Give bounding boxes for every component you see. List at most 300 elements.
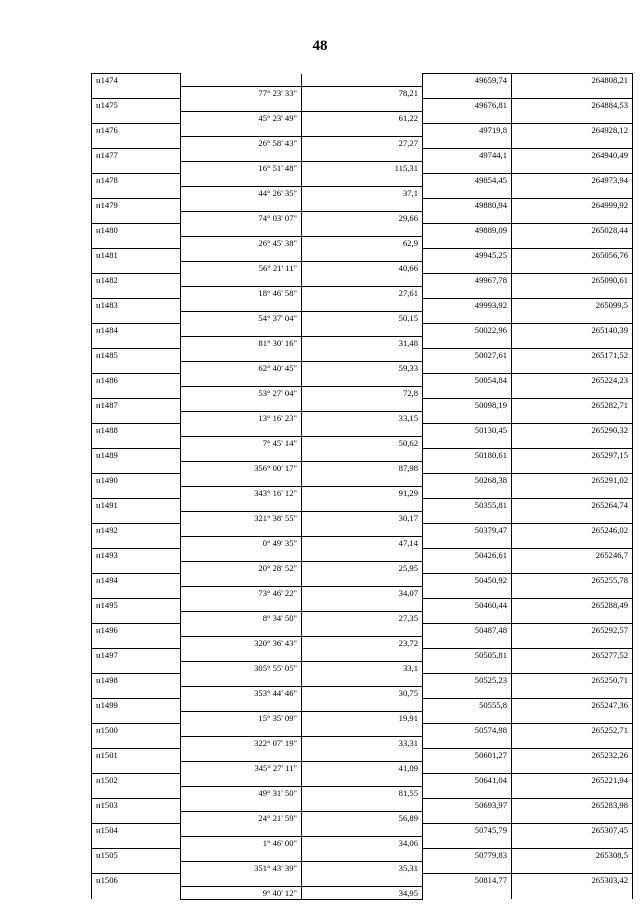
- point-name-cell: н1491: [92, 499, 181, 512]
- distance-cell: 87,98: [302, 461, 423, 474]
- point-row: [92, 849, 633, 862]
- point-row: [92, 749, 633, 762]
- x-coordinate-cell: 50450,92: [423, 574, 512, 587]
- coordinates-table-body: [92, 74, 633, 900]
- distance-cell: [302, 374, 423, 387]
- direction-angle-cell: 15° 35' 09": [181, 711, 302, 724]
- y-coordinate-cell: 265308,5: [512, 849, 633, 862]
- x-coordinate-cell: [423, 236, 512, 249]
- distance-cell: 35,31: [302, 861, 423, 874]
- segment-row: [92, 336, 633, 349]
- y-coordinate-cell: [512, 486, 633, 499]
- x-coordinate-cell: [423, 711, 512, 724]
- point-name-cell: [92, 261, 181, 274]
- direction-angle-cell: 7° 45' 14": [181, 436, 302, 449]
- point-name-cell: [92, 161, 181, 174]
- direction-angle-cell: 305° 55' 05": [181, 661, 302, 674]
- distance-cell: [302, 249, 423, 262]
- y-coordinate-cell: 264973,94: [512, 174, 633, 187]
- distance-cell: [302, 574, 423, 587]
- direction-angle-cell: 53° 27' 04": [181, 386, 302, 399]
- y-coordinate-cell: 265264,74: [512, 499, 633, 512]
- point-name-cell: н1490: [92, 474, 181, 487]
- x-coordinate-cell: 50027,61: [423, 349, 512, 362]
- segment-row: [92, 211, 633, 224]
- point-row: [92, 74, 633, 87]
- y-coordinate-cell: 265221,94: [512, 774, 633, 787]
- distance-cell: [302, 699, 423, 712]
- x-coordinate-cell: 50460,44: [423, 599, 512, 612]
- y-coordinate-cell: 265291,02: [512, 474, 633, 487]
- x-coordinate-cell: [423, 436, 512, 449]
- x-coordinate-cell: 50180,61: [423, 449, 512, 462]
- x-coordinate-cell: 50355,81: [423, 499, 512, 512]
- distance-cell: [302, 349, 423, 362]
- x-coordinate-cell: 50379,47: [423, 524, 512, 537]
- x-coordinate-cell: 50693,97: [423, 799, 512, 812]
- direction-angle-cell: [181, 299, 302, 312]
- point-name-cell: [92, 861, 181, 874]
- point-name-cell: н1483: [92, 299, 181, 312]
- direction-angle-cell: [181, 599, 302, 612]
- direction-angle-cell: 321° 38' 55": [181, 511, 302, 524]
- distance-cell: [302, 199, 423, 212]
- y-coordinate-cell: 265290,32: [512, 424, 633, 437]
- direction-angle-cell: 24° 21' 59": [181, 811, 302, 824]
- distance-cell: [302, 549, 423, 562]
- point-name-cell: н1496: [92, 624, 181, 637]
- point-row: [92, 199, 633, 212]
- point-row: [92, 724, 633, 737]
- distance-cell: 61,22: [302, 111, 423, 124]
- point-name-cell: н1488: [92, 424, 181, 437]
- point-name-cell: н1501: [92, 749, 181, 762]
- direction-angle-cell: [181, 349, 302, 362]
- y-coordinate-cell: [512, 386, 633, 399]
- direction-angle-cell: [181, 324, 302, 337]
- direction-angle-cell: 18° 46' 58": [181, 286, 302, 299]
- point-name-cell: [92, 811, 181, 824]
- direction-angle-cell: [181, 674, 302, 687]
- x-coordinate-cell: [423, 211, 512, 224]
- distance-cell: [302, 874, 423, 887]
- x-coordinate-cell: [423, 361, 512, 374]
- point-row: [92, 874, 633, 887]
- y-coordinate-cell: [512, 236, 633, 249]
- point-name-cell: н1503: [92, 799, 181, 812]
- point-name-cell: н1504: [92, 824, 181, 837]
- direction-angle-cell: 26° 58' 43": [181, 136, 302, 149]
- point-row: [92, 774, 633, 787]
- x-coordinate-cell: [423, 336, 512, 349]
- x-coordinate-cell: 50525,23: [423, 674, 512, 687]
- point-name-cell: н1498: [92, 674, 181, 687]
- page-number: 48: [312, 38, 328, 54]
- point-name-cell: [92, 211, 181, 224]
- point-row: [92, 274, 633, 287]
- direction-angle-cell: 16° 51' 48": [181, 161, 302, 174]
- direction-angle-cell: 356° 00' 17": [181, 461, 302, 474]
- point-name-cell: н1475: [92, 99, 181, 112]
- segment-row: [92, 886, 633, 899]
- y-coordinate-cell: [512, 136, 633, 149]
- y-coordinate-cell: [512, 561, 633, 574]
- x-coordinate-cell: [423, 461, 512, 474]
- point-name-cell: [92, 461, 181, 474]
- distance-cell: [302, 424, 423, 437]
- x-coordinate-cell: [423, 186, 512, 199]
- segment-row: [92, 811, 633, 824]
- direction-angle-cell: [181, 274, 302, 287]
- y-coordinate-cell: 265288,49: [512, 599, 633, 612]
- x-coordinate-cell: 50426,61: [423, 549, 512, 562]
- segment-row: [92, 136, 633, 149]
- distance-cell: [302, 849, 423, 862]
- point-row: [92, 674, 633, 687]
- x-coordinate-cell: [423, 386, 512, 399]
- point-name-cell: [92, 436, 181, 449]
- point-name-cell: [92, 186, 181, 199]
- direction-angle-cell: [181, 749, 302, 762]
- direction-angle-cell: [181, 824, 302, 837]
- direction-angle-cell: 54° 37' 04": [181, 311, 302, 324]
- distance-cell: [302, 474, 423, 487]
- direction-angle-cell: [181, 874, 302, 887]
- point-name-cell: [92, 686, 181, 699]
- point-name-cell: н1505: [92, 849, 181, 862]
- x-coordinate-cell: 50054,84: [423, 374, 512, 387]
- y-coordinate-cell: 265297,15: [512, 449, 633, 462]
- x-coordinate-cell: [423, 561, 512, 574]
- x-coordinate-cell: [423, 286, 512, 299]
- y-coordinate-cell: [512, 761, 633, 774]
- y-coordinate-cell: 265224,23: [512, 374, 633, 387]
- y-coordinate-cell: 265246,02: [512, 524, 633, 537]
- distance-cell: [302, 624, 423, 637]
- distance-cell: 33,15: [302, 411, 423, 424]
- y-coordinate-cell: [512, 311, 633, 324]
- point-name-cell: н1479: [92, 199, 181, 212]
- point-name-cell: н1482: [92, 274, 181, 287]
- point-name-cell: [92, 511, 181, 524]
- distance-cell: [302, 799, 423, 812]
- point-name-cell: н1506: [92, 874, 181, 887]
- y-coordinate-cell: 264928,12: [512, 124, 633, 137]
- direction-angle-cell: [181, 624, 302, 637]
- y-coordinate-cell: 265171,52: [512, 349, 633, 362]
- segment-row: [92, 861, 633, 874]
- direction-angle-cell: [181, 399, 302, 412]
- distance-cell: [302, 524, 423, 537]
- segment-row: [92, 836, 633, 849]
- point-name-cell: [92, 586, 181, 599]
- direction-angle-cell: 44° 26' 35": [181, 186, 302, 199]
- y-coordinate-cell: [512, 686, 633, 699]
- x-coordinate-cell: [423, 611, 512, 624]
- point-name-cell: [92, 486, 181, 499]
- point-row: [92, 499, 633, 512]
- direction-angle-cell: 8° 34' 50": [181, 611, 302, 624]
- direction-angle-cell: [181, 74, 302, 87]
- direction-angle-cell: [181, 799, 302, 812]
- point-name-cell: [92, 136, 181, 149]
- x-coordinate-cell: 50601,27: [423, 749, 512, 762]
- distance-cell: [302, 774, 423, 787]
- distance-cell: [302, 724, 423, 737]
- y-coordinate-cell: 265250,71: [512, 674, 633, 687]
- x-coordinate-cell: [423, 636, 512, 649]
- point-row: [92, 424, 633, 437]
- segment-row: [92, 186, 633, 199]
- point-row: [92, 524, 633, 537]
- x-coordinate-cell: [423, 886, 512, 899]
- x-coordinate-cell: 49967,78: [423, 274, 512, 287]
- x-coordinate-cell: 49880,94: [423, 199, 512, 212]
- y-coordinate-cell: [512, 611, 633, 624]
- x-coordinate-cell: [423, 586, 512, 599]
- x-coordinate-cell: [423, 161, 512, 174]
- y-coordinate-cell: 265283,98: [512, 799, 633, 812]
- distance-cell: 81,55: [302, 786, 423, 799]
- direction-angle-cell: 49° 31' 50": [181, 786, 302, 799]
- direction-angle-cell: [181, 549, 302, 562]
- point-row: [92, 574, 633, 587]
- point-name-cell: н1486: [92, 374, 181, 387]
- y-coordinate-cell: 265090,61: [512, 274, 633, 287]
- x-coordinate-cell: 50505,81: [423, 649, 512, 662]
- y-coordinate-cell: [512, 161, 633, 174]
- point-row: [92, 649, 633, 662]
- y-coordinate-cell: 265277,52: [512, 649, 633, 662]
- direction-angle-cell: [181, 724, 302, 737]
- y-coordinate-cell: 265056,76: [512, 249, 633, 262]
- direction-angle-cell: [181, 699, 302, 712]
- distance-cell: 30,75: [302, 686, 423, 699]
- point-name-cell: н1492: [92, 524, 181, 537]
- point-name-cell: н1489: [92, 449, 181, 462]
- x-coordinate-cell: 50487,48: [423, 624, 512, 637]
- y-coordinate-cell: [512, 736, 633, 749]
- x-coordinate-cell: 49993,92: [423, 299, 512, 312]
- x-coordinate-cell: 49676,81: [423, 99, 512, 112]
- segment-row: [92, 586, 633, 599]
- coordinates-table: [91, 73, 633, 900]
- point-row: [92, 174, 633, 187]
- distance-cell: 72,8: [302, 386, 423, 399]
- point-name-cell: [92, 311, 181, 324]
- direction-angle-cell: [181, 474, 302, 487]
- direction-angle-cell: [181, 449, 302, 462]
- y-coordinate-cell: [512, 211, 633, 224]
- direction-angle-cell: 77° 23' 33": [181, 86, 302, 99]
- point-name-cell: [92, 661, 181, 674]
- point-row: [92, 99, 633, 112]
- point-name-cell: н1476: [92, 124, 181, 137]
- distance-cell: 30,17: [302, 511, 423, 524]
- point-row: [92, 449, 633, 462]
- distance-cell: [302, 499, 423, 512]
- distance-cell: [302, 99, 423, 112]
- point-name-cell: [92, 361, 181, 374]
- y-coordinate-cell: [512, 436, 633, 449]
- x-coordinate-cell: [423, 661, 512, 674]
- segment-row: [92, 661, 633, 674]
- point-name-cell: н1480: [92, 224, 181, 237]
- x-coordinate-cell: 50098,19: [423, 399, 512, 412]
- point-name-cell: н1499: [92, 699, 181, 712]
- point-name-cell: н1484: [92, 324, 181, 337]
- y-coordinate-cell: 264808,21: [512, 74, 633, 87]
- distance-cell: [302, 324, 423, 337]
- direction-angle-cell: [181, 124, 302, 137]
- direction-angle-cell: [181, 149, 302, 162]
- y-coordinate-cell: 264884,53: [512, 99, 633, 112]
- point-row: [92, 599, 633, 612]
- direction-angle-cell: 320° 36' 43": [181, 636, 302, 649]
- point-name-cell: [92, 761, 181, 774]
- y-coordinate-cell: [512, 86, 633, 99]
- distance-cell: [302, 399, 423, 412]
- segment-row: [92, 461, 633, 474]
- point-name-cell: [92, 711, 181, 724]
- segment-row: [92, 686, 633, 699]
- distance-cell: 33,1: [302, 661, 423, 674]
- segment-row: [92, 386, 633, 399]
- distance-cell: 34,06: [302, 836, 423, 849]
- y-coordinate-cell: 265099,5: [512, 299, 633, 312]
- direction-angle-cell: 0° 49' 35": [181, 536, 302, 549]
- direction-angle-cell: 26° 45' 38": [181, 236, 302, 249]
- segment-row: [92, 561, 633, 574]
- x-coordinate-cell: [423, 786, 512, 799]
- direction-angle-cell: [181, 524, 302, 537]
- segment-row: [92, 261, 633, 274]
- point-name-cell: [92, 336, 181, 349]
- x-coordinate-cell: 50641,04: [423, 774, 512, 787]
- y-coordinate-cell: [512, 511, 633, 524]
- point-row: [92, 799, 633, 812]
- y-coordinate-cell: [512, 661, 633, 674]
- point-row: [92, 474, 633, 487]
- distance-cell: [302, 299, 423, 312]
- segment-row: [92, 611, 633, 624]
- distance-cell: [302, 449, 423, 462]
- direction-angle-cell: 1° 46' 00": [181, 836, 302, 849]
- x-coordinate-cell: [423, 86, 512, 99]
- direction-angle-cell: [181, 849, 302, 862]
- x-coordinate-cell: 49854,45: [423, 174, 512, 187]
- point-name-cell: н1487: [92, 399, 181, 412]
- distance-cell: 33,31: [302, 736, 423, 749]
- x-coordinate-cell: [423, 111, 512, 124]
- x-coordinate-cell: [423, 836, 512, 849]
- y-coordinate-cell: [512, 261, 633, 274]
- x-coordinate-cell: 49719,8: [423, 124, 512, 137]
- y-coordinate-cell: 265255,78: [512, 574, 633, 587]
- point-row: [92, 349, 633, 362]
- distance-cell: [302, 674, 423, 687]
- x-coordinate-cell: 49659,74: [423, 74, 512, 87]
- point-name-cell: [92, 736, 181, 749]
- y-coordinate-cell: 265307,45: [512, 824, 633, 837]
- distance-cell: 50,15: [302, 311, 423, 324]
- direction-angle-cell: 353° 44' 46": [181, 686, 302, 699]
- y-coordinate-cell: [512, 411, 633, 424]
- segment-row: [92, 411, 633, 424]
- y-coordinate-cell: 265140,39: [512, 324, 633, 337]
- point-name-cell: н1485: [92, 349, 181, 362]
- point-row: [92, 374, 633, 387]
- point-name-cell: [92, 86, 181, 99]
- point-name-cell: [92, 111, 181, 124]
- direction-angle-cell: 9° 40' 12": [181, 886, 302, 899]
- distance-cell: [302, 74, 423, 87]
- distance-cell: 34,07: [302, 586, 423, 599]
- distance-cell: 31,48: [302, 336, 423, 349]
- segment-row: [92, 236, 633, 249]
- direction-angle-cell: [181, 224, 302, 237]
- direction-angle-cell: 81° 30' 16": [181, 336, 302, 349]
- x-coordinate-cell: [423, 311, 512, 324]
- point-row: [92, 549, 633, 562]
- point-name-cell: [92, 386, 181, 399]
- segment-row: [92, 536, 633, 549]
- distance-cell: 40,66: [302, 261, 423, 274]
- direction-angle-cell: 62° 40' 45": [181, 361, 302, 374]
- y-coordinate-cell: [512, 336, 633, 349]
- distance-cell: [302, 824, 423, 837]
- segment-row: [92, 786, 633, 799]
- direction-angle-cell: 322° 07' 19": [181, 736, 302, 749]
- direction-angle-cell: 20° 28' 52": [181, 561, 302, 574]
- point-row: [92, 249, 633, 262]
- segment-row: [92, 86, 633, 99]
- direction-angle-cell: [181, 99, 302, 112]
- direction-angle-cell: [181, 424, 302, 437]
- y-coordinate-cell: 264940,49: [512, 149, 633, 162]
- distance-cell: 50,62: [302, 436, 423, 449]
- point-row: [92, 699, 633, 712]
- point-name-cell: [92, 636, 181, 649]
- x-coordinate-cell: 49889,09: [423, 224, 512, 237]
- point-row: [92, 224, 633, 237]
- distance-cell: 56,89: [302, 811, 423, 824]
- y-coordinate-cell: [512, 361, 633, 374]
- direction-angle-cell: [181, 649, 302, 662]
- y-coordinate-cell: [512, 811, 633, 824]
- point-name-cell: н1477: [92, 149, 181, 162]
- y-coordinate-cell: [512, 286, 633, 299]
- distance-cell: 115,31: [302, 161, 423, 174]
- point-name-cell: н1494: [92, 574, 181, 587]
- segment-row: [92, 511, 633, 524]
- direction-angle-cell: [181, 499, 302, 512]
- x-coordinate-cell: [423, 761, 512, 774]
- x-coordinate-cell: 50555,8: [423, 699, 512, 712]
- segment-row: [92, 161, 633, 174]
- point-name-cell: [92, 236, 181, 249]
- direction-angle-cell: 74° 03' 07": [181, 211, 302, 224]
- y-coordinate-cell: [512, 836, 633, 849]
- point-row: [92, 324, 633, 337]
- direction-angle-cell: 351° 43' 39": [181, 861, 302, 874]
- distance-cell: [302, 599, 423, 612]
- direction-angle-cell: 343° 16' 12": [181, 486, 302, 499]
- direction-angle-cell: 13° 16' 23": [181, 411, 302, 424]
- direction-angle-cell: [181, 374, 302, 387]
- x-coordinate-cell: 50130,45: [423, 424, 512, 437]
- point-name-cell: н1502: [92, 774, 181, 787]
